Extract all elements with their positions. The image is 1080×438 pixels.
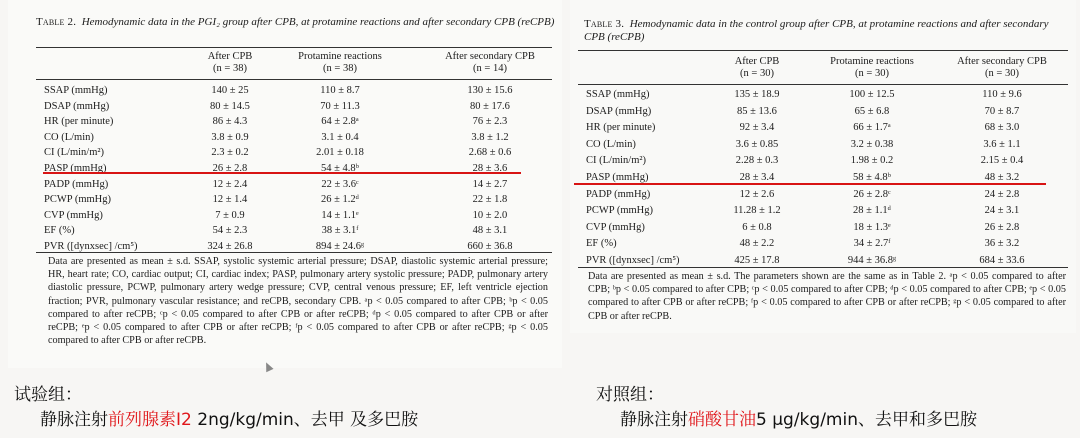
pasp-highlight-line [574, 183, 1046, 185]
table-cell: 28 ± 3.6 [472, 163, 508, 174]
row-label: CI (L/min/m²) [44, 147, 105, 159]
table-cell: 2.3 ± 0.2 [211, 147, 249, 159]
row-label: CVP (mmHg) [586, 221, 645, 233]
row-label: EF (%) [586, 238, 617, 250]
table-cell: 54 ± 4.8ᵇ [321, 163, 359, 174]
table-cell: 894 ± 24.6ᵍ [315, 241, 365, 252]
table-cell: 26 ± 2.8 [984, 221, 1020, 233]
row-label: CO (L/min) [586, 138, 636, 150]
table-cell: 68 ± 3.0 [984, 122, 1020, 134]
column-header [802, 56, 942, 80]
column-header-name: Protamine reactions [830, 56, 914, 67]
table-cell: 2.28 ± 0.3 [735, 155, 779, 167]
column-header-n: (n = 14) [473, 63, 507, 74]
table-cell: 425 ± 17.8 [734, 255, 780, 266]
left-table-note: Data are presented as mean ± s.d. SSAP, systolic systemic arterial pressure; DSAP, diastolic systemic arterial pressure; HR, heart rate; CO, cardiac output; CI, cardiac index; PASP, pulmonary artery systolic pressure; PADP, pulmonary artery diastolic pressure, PCWP, pulmonary artery wedge pressure; CVP, central venous pressure; EF, left ventricle ejection fraction; PVR, pulmonary vascular resistance; and reCPB, secondary CPB. ᵃp < 0.05 compared to after CPB; ᵇp < 0.05 compared to after reCPB; ᶜp < 0.05 compared to after CPB or after reCPB; ᵈp < 0.05 compared to after CPB or after reCPB; ᵉp < 0.05 compared to after CPB or after reCPB; ᶠp < 0.05 compared to after CPB or after reCPB; ᵍp < 0.05 compared to after CPB or after reCPB. [48, 256, 548, 347]
table-cell: 944 ± 36.8ᵍ [847, 255, 897, 266]
bottom-rule [36, 252, 552, 253]
table-cell: 324 ± 26.8 [207, 241, 253, 252]
control-group-label: 对照组： [596, 385, 664, 405]
table-cell: 70 ± 8.7 [984, 105, 1020, 117]
table-cell: 6 ± 0.8 [742, 221, 772, 233]
table-cell: 684 ± 33.6 [979, 255, 1025, 266]
column-header-name: Protamine reactions [298, 51, 382, 62]
row-label: CO (L/min) [44, 131, 94, 143]
table-cell: 12 ± 2.4 [212, 178, 248, 190]
table-cell: 26 ± 2.8ᶜ [853, 188, 891, 200]
row-label: PADP (mmHg) [44, 178, 109, 190]
table-cell: 64 ± 2.8ᵃ [321, 116, 359, 128]
row-label: PASP (mmHg) [44, 163, 107, 174]
table-cell: 48 ± 2.2 [739, 238, 775, 250]
top-rule [578, 50, 1068, 51]
test-group-label: 试验组： [14, 385, 82, 405]
table-cell: 7 ± 0.9 [215, 209, 245, 221]
row-label: PVR ([dynxsec] /cm⁵) [44, 241, 138, 252]
header-rule [578, 84, 1068, 85]
table-cell: 2.01 ± 0.18 [316, 147, 364, 159]
table-cell: 28 ± 1.1ᵈ [853, 205, 891, 217]
column-header-n: (n = 38) [323, 63, 357, 74]
table-cell: 86 ± 4.3 [212, 116, 248, 128]
table-cell: 3.1 ± 0.4 [321, 131, 359, 143]
top-rule [36, 47, 552, 48]
row-label: SSAP (mmHg) [44, 85, 108, 96]
column-header [415, 51, 565, 75]
row-label: CI (L/min/m²) [586, 155, 647, 167]
column-header-n: (n = 30) [740, 68, 774, 79]
pasp-highlight-line [43, 172, 521, 174]
table-cell: 76 ± 2.3 [472, 116, 508, 128]
column-header [932, 56, 1072, 80]
table-cell: 80 ± 14.5 [210, 100, 250, 112]
table-cell: 110 ± 9.6 [982, 89, 1022, 100]
left-table-caption: Table 2. Hemodynamic data in the PGI₂ group after CPB, at protamine reactions and after secondary CPB (reCPB) [36, 16, 555, 28]
table-cell: 3.8 ± 0.9 [211, 131, 249, 143]
right-table-caption: Table 3. Hemodynamic data in the control group after CPB, at protamine reactions and after secondary CPB (reCPB) [584, 18, 1049, 43]
table-cell: 34 ± 2.7ᶠ [853, 238, 891, 250]
table-cell: 66 ± 1.7ᵃ [853, 122, 891, 134]
table-cell: 58 ± 4.8ᵇ [853, 172, 891, 183]
table-cell: 48 ± 3.2 [984, 172, 1020, 183]
table-cell: 660 ± 36.8 [467, 241, 513, 252]
table-cell: 92 ± 3.4 [739, 122, 775, 134]
row-label: CVP (mmHg) [44, 209, 103, 221]
table-cell: 12 ± 2.6 [739, 188, 775, 200]
table-cell: 38 ± 3.1ᶠ [321, 225, 359, 237]
column-header-name: After secondary CPB [957, 56, 1047, 67]
row-label: DSAP (mmHg) [586, 105, 652, 117]
table-cell: 22 ± 3.6ᶜ [321, 178, 359, 190]
row-label: HR (per minute) [44, 116, 114, 128]
table-cell: 3.6 ± 1.1 [983, 138, 1021, 150]
bottom-rule [578, 267, 1068, 268]
column-header-name: After CPB [734, 56, 780, 67]
row-label: EF (%) [44, 225, 75, 237]
row-label: PASP (mmHg) [586, 172, 649, 183]
table-cell: 12 ± 1.4 [212, 194, 248, 206]
test-group-description: 静脉注射前列腺素I2 2ng/kg/min、去甲 及多巴胺 [40, 410, 419, 430]
table-cell: 26 ± 2.8 [212, 163, 248, 174]
row-label: PCWP (mmHg) [586, 205, 653, 217]
table-cell: 65 ± 6.8 [854, 105, 890, 117]
row-label: PADP (mmHg) [586, 188, 651, 200]
table-cell: 3.8 ± 1.2 [471, 131, 509, 143]
table-cell: 48 ± 3.1 [472, 225, 508, 237]
table-cell: 26 ± 1.2ᵈ [321, 194, 359, 206]
table-cell: 140 ± 25 [211, 85, 249, 96]
row-label: SSAP (mmHg) [586, 89, 650, 100]
table-cell: 80 ± 17.6 [470, 100, 510, 112]
table-cell: 10 ± 2.0 [472, 209, 508, 221]
table-cell: 135 ± 18.9 [734, 89, 780, 100]
table-cell: 110 ± 8.7 [320, 85, 360, 96]
table-cell: 22 ± 1.8 [472, 194, 508, 206]
table-cell: 36 ± 3.2 [984, 238, 1020, 250]
right-table-note: Data are presented as mean ± s.d. The parameters shown are the same as in Table 2. ᵃp < 0.05 compared to after CPB; ᵇp < 0.05 compared to after CPB; ᶜp < 0.05 compared to after CPB; ᵈp < 0.05 compared to after CPB; ᵉp < 0.05 compared to after CPB or after reCPB; ᶠp < 0.05 compared to after CPB or after reCPB; ᵍp < 0.05 compared to after CPB or after reCPB. [588, 271, 1066, 322]
drug-name-highlight: 硝酸甘油 [688, 410, 756, 430]
column-header-name: After CPB [207, 51, 253, 62]
table-cell: 2.68 ± 0.6 [468, 147, 512, 159]
column-header-n: (n = 30) [985, 68, 1019, 79]
row-label: DSAP (mmHg) [44, 100, 110, 112]
right-table-panel [570, 0, 1076, 333]
column-header-name: After secondary CPB [445, 51, 535, 62]
table-cell: 54 ± 2.3 [212, 225, 248, 237]
table-cell: 28 ± 3.4 [739, 172, 775, 183]
left-table-panel [8, 0, 562, 368]
control-group-description: 静脉注射硝酸甘油5 μg/kg/min、去甲和多巴胺 [620, 410, 977, 430]
row-label: PVR ([dynxsec] /cm⁵) [586, 255, 680, 266]
table-cell: 14 ± 1.1ᵉ [321, 209, 359, 221]
drug-name-highlight: 前列腺素I2 [108, 410, 192, 430]
table-cell: 11.28 ± 1.2 [733, 205, 781, 217]
table-cell: 70 ± 11.3 [320, 100, 360, 112]
column-header [265, 51, 415, 75]
table-cell: 1.98 ± 0.2 [850, 155, 894, 167]
table-cell: 3.2 ± 0.38 [850, 138, 894, 150]
table-cell: 3.6 ± 0.85 [735, 138, 779, 150]
table-cell: 24 ± 3.1 [984, 205, 1020, 217]
table-cell: 130 ± 15.6 [467, 85, 513, 96]
table-cell: 14 ± 2.7 [472, 178, 508, 190]
table-cell: 2.15 ± 0.4 [980, 155, 1024, 167]
column-header-n: (n = 30) [855, 68, 889, 79]
header-rule [36, 79, 552, 80]
table-cell: 85 ± 13.6 [737, 105, 777, 117]
row-label: PCWP (mmHg) [44, 194, 111, 206]
row-label: HR (per minute) [586, 122, 656, 134]
table-cell: 18 ± 1.3ᵉ [853, 221, 891, 233]
column-header-n: (n = 38) [213, 63, 247, 74]
table-cell: 24 ± 2.8 [984, 188, 1020, 200]
table-cell: 100 ± 12.5 [849, 89, 895, 100]
